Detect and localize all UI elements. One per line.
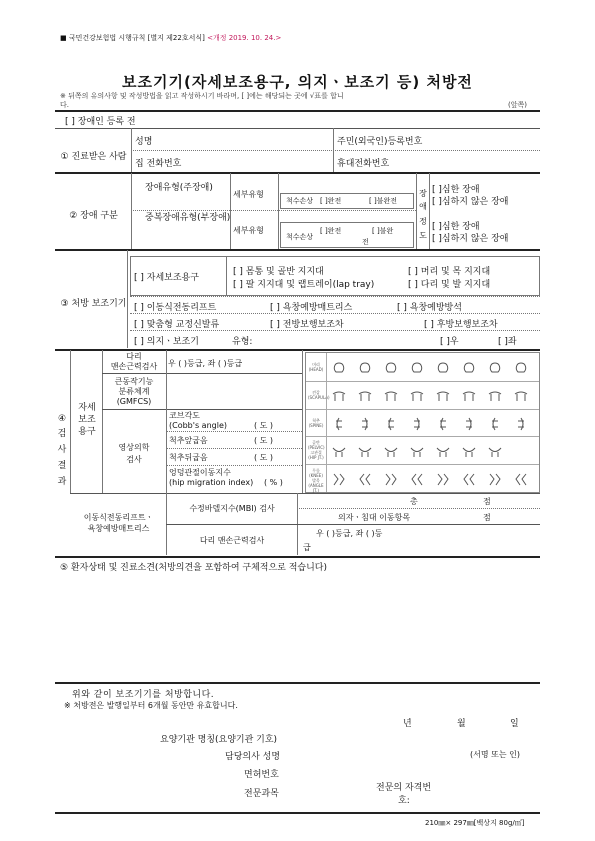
date-day[interactable]: 일 [510, 719, 519, 729]
lift-mattress-label: 이동식전동리프트ㆍ 욕창예방매트리스 [83, 513, 154, 533]
posture-figure-icon[interactable] [486, 416, 504, 430]
degree-char-3: 정 [419, 217, 427, 226]
patient-section-label: ① 진료받은 사람 [60, 152, 127, 162]
angle-row-label: 견갑 (SCAPULA) [308, 389, 330, 400]
angle-label-divider [326, 353, 327, 381]
arm-laptray-checkbox[interactable]: [ ] 팔 지지대 및 랩트레이(lap tray) [233, 280, 375, 290]
mobile-lift-checkbox[interactable]: [ ] 이동식전동리프트 [134, 303, 217, 313]
degree-char-1: 장 [419, 189, 427, 198]
mobile-phone-field[interactable]: 휴대전화번호 [337, 159, 390, 169]
degree-char-4: 도 [419, 231, 427, 240]
angle-label-divider [326, 381, 327, 409]
posture-figure-icon[interactable] [408, 471, 426, 485]
angle-row-label: 머리 (HEAD) [308, 361, 324, 372]
license-number-field[interactable]: 면허번호 [244, 770, 279, 780]
opinion-text-area[interactable] [56, 574, 539, 680]
front-walker-checkbox[interactable]: [ ] 전방보행보조차 [270, 320, 344, 330]
leg-muscle-grade-field-2[interactable]: 우 ( )등급, 좌 ( )등 [316, 529, 383, 538]
leg-muscle-test-label: 다리 맨손근력검사 [110, 352, 158, 371]
gmfcs-label: 큰동작기능 분류체계 (GMFCS) [114, 377, 154, 406]
dup-disability-type[interactable]: 중복장애유형(부장애) [145, 213, 231, 223]
posture-figure-icon[interactable] [382, 388, 400, 402]
posture-figure-icon[interactable] [356, 360, 374, 374]
incomplete-checkbox-2[interactable]: [ ]불완 [372, 227, 394, 235]
not-severe-checkbox-2[interactable]: [ ]심하지 않은 장애 [432, 234, 509, 244]
posture-figure-icon[interactable] [460, 471, 478, 485]
angle-row-label: 척추 (SPINE) [308, 417, 324, 428]
posture-figure-icon[interactable] [512, 416, 530, 430]
degree-char-2: 애 [419, 202, 427, 211]
posture-device-checkbox[interactable]: [ ] 자세보조용구 [134, 273, 199, 283]
posture-figure-icon[interactable] [460, 388, 478, 402]
posture-figure-icon[interactable] [434, 360, 452, 374]
posture-figure-icon[interactable] [356, 471, 374, 485]
form-title: 보조기기(자세보조용구, 의지ㆍ보조기 등) 처방전 [122, 73, 473, 91]
posture-figure-icon[interactable] [408, 416, 426, 430]
spinal-loss-label: 척수손상 [286, 197, 314, 205]
hip-migration-label: 엉덩관절이동지수 (hip migration index) [169, 468, 254, 487]
posture-figure-icon[interactable] [460, 416, 478, 430]
leg-foot-support-checkbox[interactable]: [ ] 다리 및 발 지지대 [408, 280, 491, 290]
angle-row-divider [306, 464, 539, 465]
posture-figure-icon[interactable] [356, 443, 374, 457]
posture-figure-icon[interactable] [356, 388, 374, 402]
leg-muscle-grade-field-2-wrap: 급 [303, 543, 311, 552]
angle-row-divider [306, 381, 539, 382]
posture-figure-icon[interactable] [460, 443, 478, 457]
posture-figure-icon[interactable] [434, 471, 452, 485]
custom-shoes-checkbox[interactable]: [ ] 맞춤형 교정신발류 [134, 320, 220, 330]
amendment-date: <개정 2019. 10. 24.> [207, 34, 282, 42]
lordosis-field[interactable]: ( 도 ) [254, 453, 274, 462]
specialist-qualification-field[interactable]: 전문의 자격번 [376, 783, 432, 793]
institution-field[interactable]: 요양기관 명칭(요양기관 기호) [160, 735, 278, 745]
orthosis-type-field[interactable]: 유형: [232, 337, 253, 347]
transfer-item-points[interactable]: 점 [483, 513, 491, 522]
posture-figure-icon[interactable] [434, 443, 452, 457]
imaging-label: 영상의학 검사 [118, 443, 150, 464]
instruction-note-cont: 다. [60, 101, 69, 109]
leg-muscle-test-label-2: 다리 맨손근력검사 [199, 536, 265, 545]
angle-row-label: 골반 (PELVIC) 고관절 (HIP JT.) [308, 440, 325, 461]
posture-figure-icon[interactable] [382, 443, 400, 457]
cobb-angle-field[interactable]: ( 도 ) [254, 421, 274, 430]
legal-basis: ■ 국민건강보험법 시행규칙 [별지 제22호서식] <개정 2019. 10. 24.> [60, 34, 282, 42]
posture-figure-icon[interactable] [486, 388, 504, 402]
angle-label-divider [326, 436, 327, 464]
posture-figure-icon[interactable] [408, 360, 426, 374]
posture-figure-icon[interactable] [330, 443, 348, 457]
complete-checkbox[interactable]: [ ]완전 [320, 197, 342, 205]
prescription-statement: 위와 같이 보조기기를 처방합니다. [72, 690, 215, 700]
device-section-label: ③ 처방 보조기기 [60, 299, 127, 309]
rear-walker-checkbox[interactable]: [ ] 후방보행보조차 [424, 320, 498, 330]
angle-row-divider [306, 409, 539, 410]
kyphosis-field[interactable]: ( 도 ) [254, 436, 274, 445]
incomplete-checkbox[interactable]: [ ]불완전 [369, 197, 397, 205]
angle-row-label: 무릎 (KNEE) 발목 (ANGLE JT.) [308, 468, 324, 494]
disability-section-label: ② 장애 구분 [69, 211, 118, 221]
paper-spec: 210㎜× 297㎜[백상지 80g/㎡] [425, 819, 525, 827]
posture-figure-icon[interactable] [434, 416, 452, 430]
pressure-mattress-checkbox[interactable]: [ ] 욕창예방매트리스 [270, 303, 353, 313]
transfer-item-label: 의자ㆍ침대 이동항목 [338, 513, 411, 522]
posture-figure-icon[interactable] [356, 416, 374, 430]
posture-figure-icon[interactable] [330, 416, 348, 430]
instruction-note: ※ 뒤쪽의 유의사항 및 작성방법을 읽고 작성하시기 바라며, [ ]에는 해당되는 곳에 √표를 합니 [60, 92, 344, 100]
main-disability-type[interactable]: 장애유형(주장애) [145, 183, 213, 193]
mbi-test-label: 수정바델지수(MBI) 검사 [189, 504, 275, 513]
validity-note: ※ 처방전은 발행일부터 6개월 동안만 유효합니다. [64, 701, 238, 710]
angle-label-divider [326, 409, 327, 437]
posture-figure-icon[interactable] [330, 471, 348, 485]
severe-checkbox[interactable]: [ ]심한 장애 [432, 185, 480, 195]
cobb-angle-label: 코브각도 (Cobb's angle) [169, 411, 227, 430]
exam-label-1: ④ [57, 414, 67, 424]
posture-figure-icon[interactable] [382, 360, 400, 374]
opinion-section-label: ⑤ 환자상태 및 진료소견(처방의견을 포함하여 구체적으로 적습니다) [60, 563, 327, 573]
posture-figure-icon[interactable] [486, 443, 504, 457]
posture-figure-icon[interactable] [512, 471, 530, 485]
posture-figure-icon[interactable] [512, 388, 530, 402]
sub-type-label-2: 세부유형 [233, 226, 264, 235]
posture-figure-icon[interactable] [382, 471, 400, 485]
posture-figure-icon[interactable] [382, 416, 400, 430]
exam-label-2: 검 [57, 429, 67, 439]
posture-figure-icon[interactable] [408, 388, 426, 402]
exam-label-5: 과 [57, 477, 67, 487]
posture-figure-icon[interactable] [460, 360, 478, 374]
posture-figure-icon[interactable] [512, 360, 530, 374]
left-checkbox[interactable]: [ ]좌 [498, 337, 517, 347]
spinal-loss-label-2: 척수손상 [286, 233, 314, 241]
posture-device-label: 자세 보조 용구 [78, 403, 96, 437]
posture-figure-icon[interactable] [434, 388, 452, 402]
right-checkbox[interactable]: [ ]우 [440, 337, 459, 347]
mbi-total-label: 총 [410, 497, 418, 506]
doctor-name-field[interactable]: 담당의사 성명 [225, 752, 281, 762]
registered-before-checkbox[interactable]: [ ] 장애인 등록 전 [65, 117, 136, 127]
posture-figure-icon[interactable] [330, 388, 348, 402]
posture-figure-icon[interactable] [486, 360, 504, 374]
angle-label-divider [326, 464, 327, 492]
complete-checkbox-2[interactable]: [ ]완전 [320, 227, 342, 235]
exam-label-4: 결 [57, 461, 67, 471]
posture-figure-icon[interactable] [486, 471, 504, 485]
date-year[interactable]: 년 [403, 719, 412, 729]
sub-type-label: 세부유형 [233, 190, 264, 199]
date-month[interactable]: 월 [457, 719, 466, 729]
posture-figure-icon[interactable] [408, 443, 426, 457]
rrn-field[interactable]: 주민(외국인)등록번호 [337, 137, 423, 147]
orthosis-checkbox[interactable]: [ ] 의지ㆍ보조기 [134, 337, 199, 347]
name-field[interactable]: 성명 [135, 137, 153, 147]
posture-figure-icon[interactable] [330, 360, 348, 374]
page-side: (앞쪽) [508, 101, 527, 109]
specialty-field[interactable]: 전문과목 [244, 789, 279, 799]
specialist-qualification-wrap: 호: [398, 796, 410, 806]
lordosis-label: 척추뒤굽음 [169, 453, 208, 462]
mbi-total-points[interactable]: 점 [483, 497, 491, 506]
trunk-pelvis-support-checkbox[interactable]: [ ] 몸통 및 골반 지지대 [233, 267, 324, 277]
kyphosis-label: 척추앞굽음 [169, 436, 208, 445]
home-phone-field[interactable]: 집 전화번호 [135, 159, 182, 169]
hip-migration-field[interactable]: ( % ) [264, 478, 283, 487]
pressure-cushion-checkbox[interactable]: [ ] 욕창예방방석 [397, 303, 462, 313]
incomplete-checkbox-2-wrap: 전 [362, 238, 369, 246]
exam-label-3: 사 [57, 445, 67, 455]
signature-label[interactable]: (서명 또는 인) [470, 750, 520, 759]
severe-checkbox-2[interactable]: [ ]심한 장애 [432, 222, 480, 232]
leg-muscle-grade-field[interactable]: 우 ( )등급, 좌 ( )등급 [168, 359, 243, 368]
angle-row-divider [306, 436, 539, 437]
not-severe-checkbox[interactable]: [ ]심하지 않은 장애 [432, 197, 509, 207]
head-neck-support-checkbox[interactable]: [ ] 머리 및 목 지지대 [408, 267, 491, 277]
posture-angle-figures [305, 352, 540, 493]
